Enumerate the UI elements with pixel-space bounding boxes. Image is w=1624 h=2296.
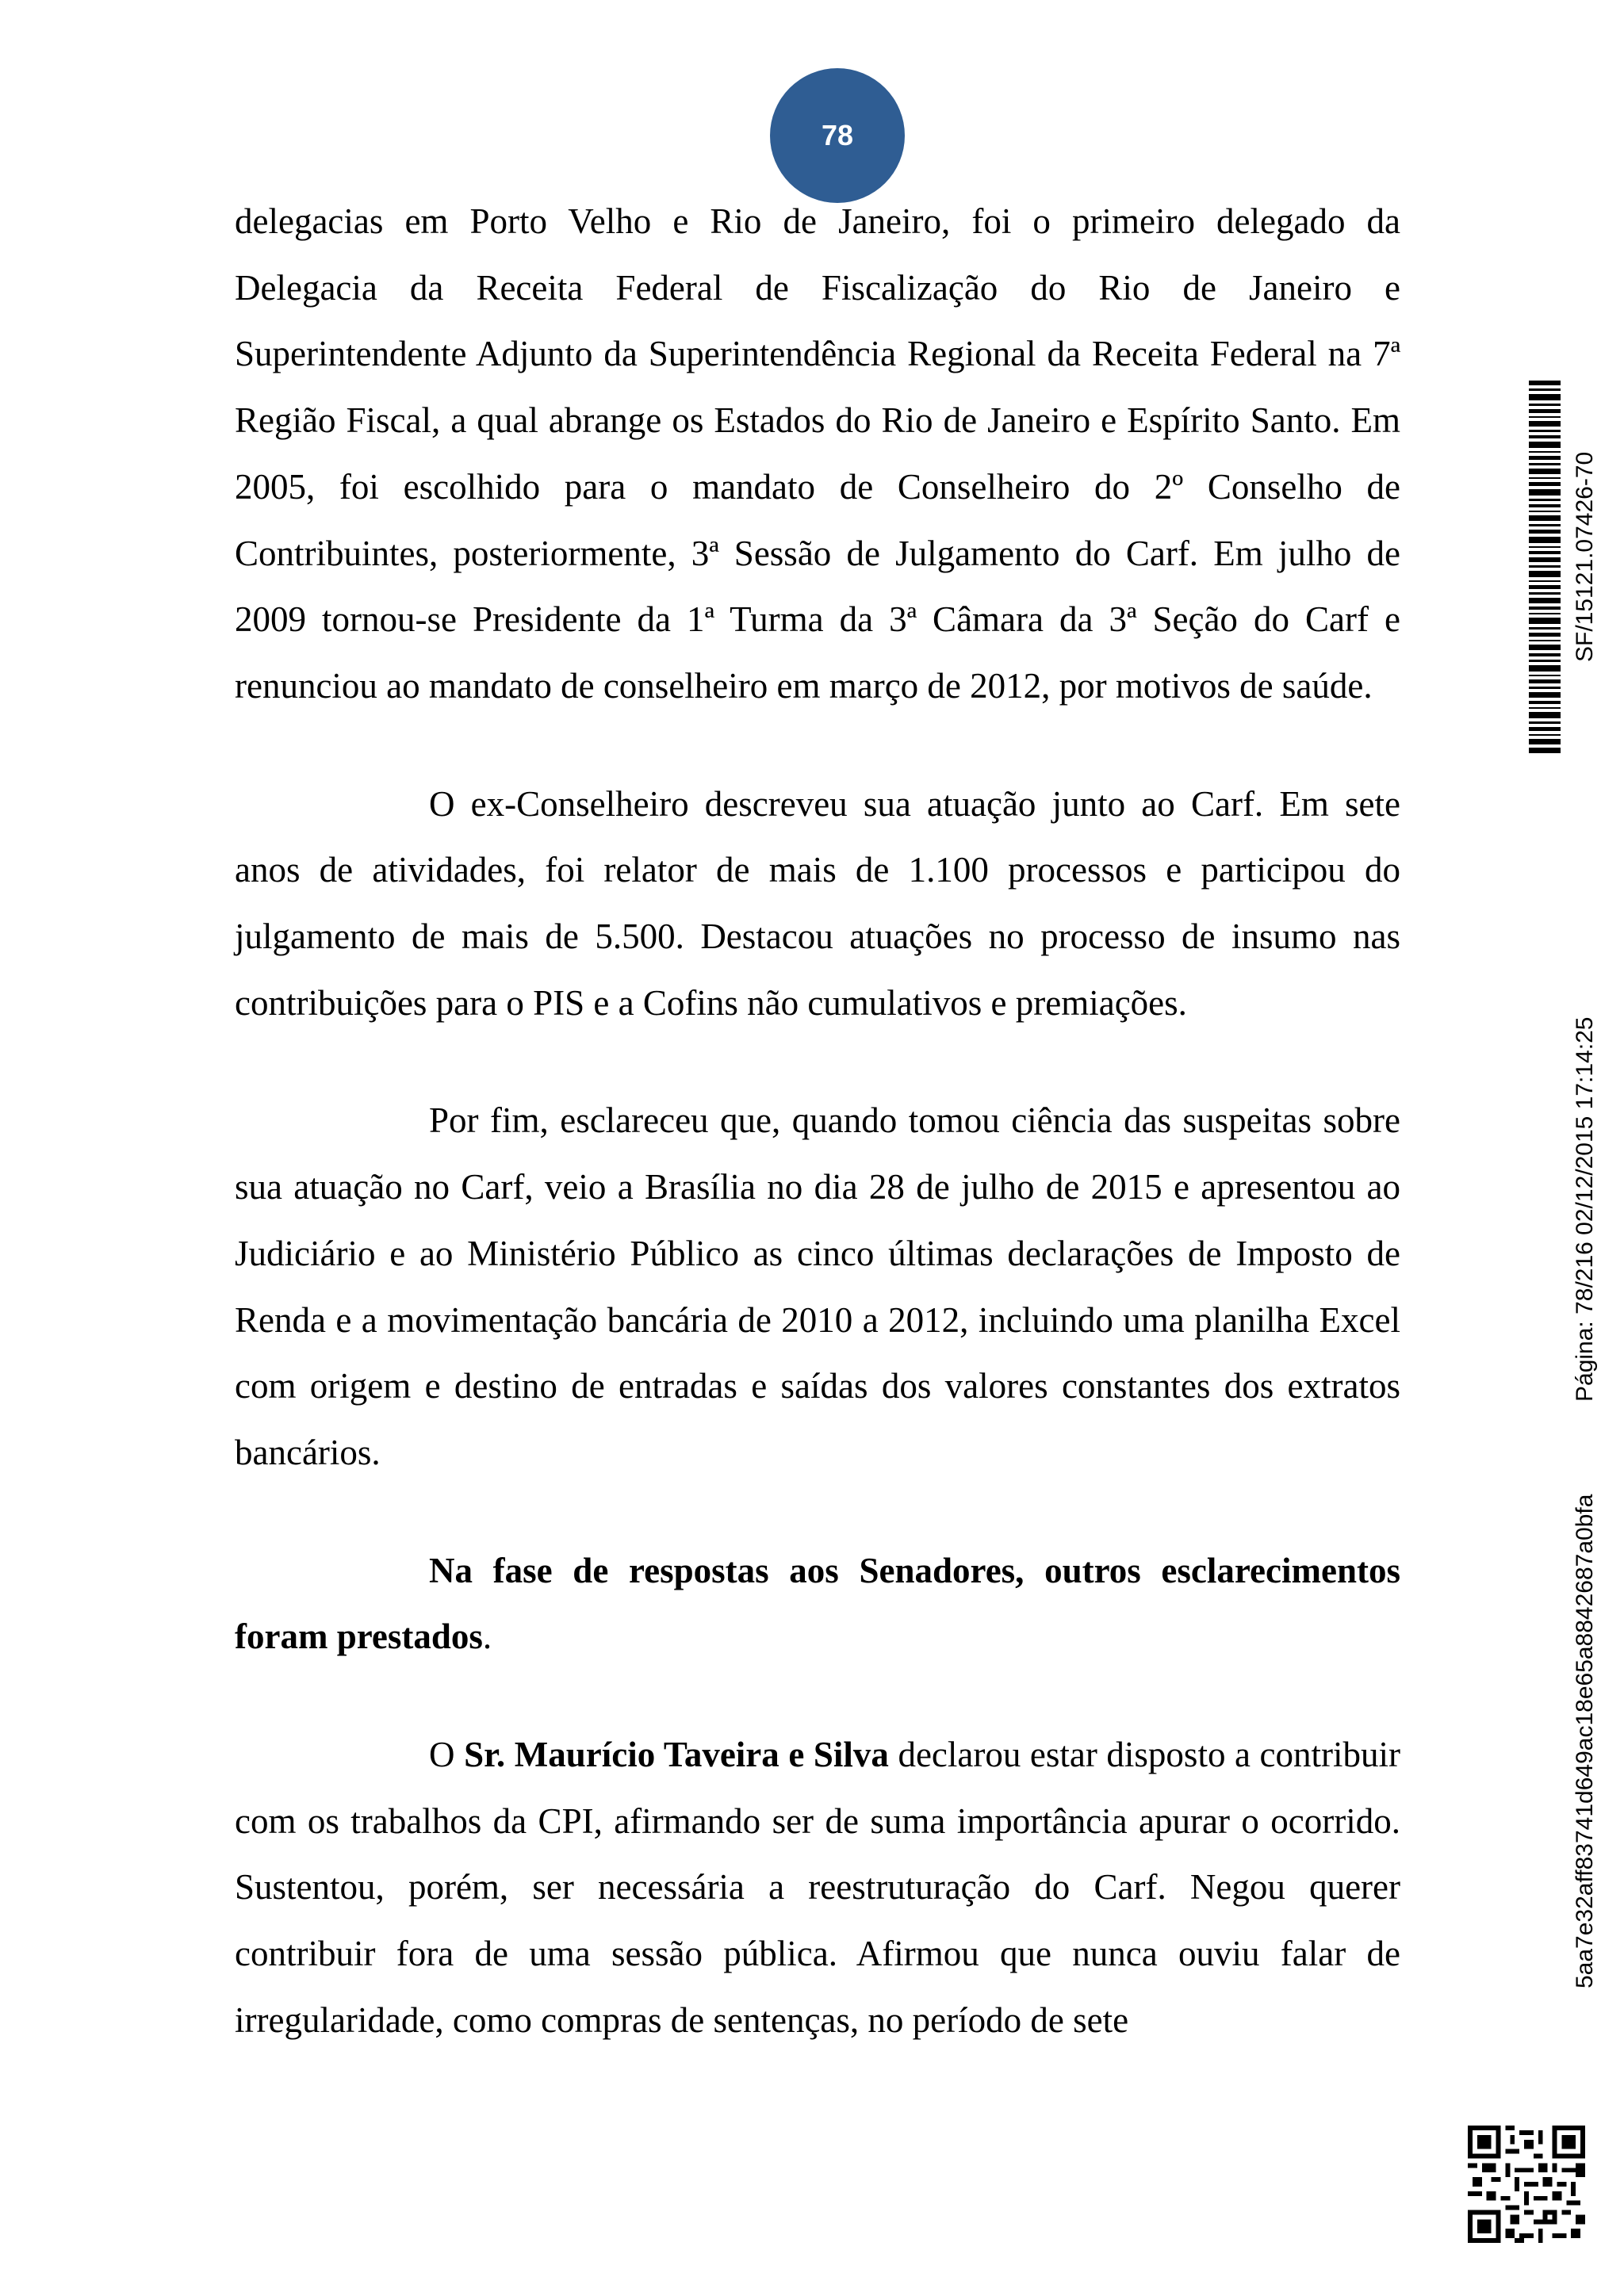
page-info-stamp: Página: 78/216 02/12/2015 17:14:25	[1572, 1016, 1598, 1402]
senators-phase-tail: .	[482, 1617, 492, 1657]
senators-phase-bold: Na fase de respostas aos Senadores, outros esclarecimentos foram prestados	[235, 1550, 1400, 1657]
document-body	[235, 189, 1400, 2054]
paragraph-senators-phase	[235, 1538, 1400, 1670]
taveira-name: Sr. Maurício Taveira e Silva	[464, 1735, 889, 1775]
taveira-lead: O	[429, 1735, 465, 1775]
qr-code-icon	[1468, 2126, 1585, 2243]
document-code-stamp: SF/15121.07426-70	[1572, 451, 1598, 662]
page-number: 78	[821, 119, 854, 151]
paragraph-taveira	[235, 1722, 1400, 2054]
taveira-rest: declarou estar disposto a contribuir com os trabalhos da CPI, afirmando ser de suma importância apurar o ocorrido. Sustentou, porém, ser necessária a reestruturação do Carf. Negou querer contribuir fora de uma sessão pública. Afirmou que nunca ouviu falar de irregularidade, como compras de sentenças, no período de sete	[235, 1735, 1400, 2040]
hash-stamp: 5aa7e32aff83741d649ac18e65a8842687a0bfa	[1572, 1494, 1598, 1988]
page-number-badge	[770, 68, 905, 203]
barcode-icon	[1529, 381, 1561, 753]
paragraph-carf-activity: O ex-Conselheiro descreveu sua atuação junto ao Carf. Em sete anos de atividades, foi relator de mais de 1.100 processos e participou do julgamento de mais de 5.500. Destacou atuações no processo de insumo nas contribuições para o PIS e a Cofins não cumulativos e premiações.	[235, 783, 1400, 1023]
paragraph-career: delegacias em Porto Velho e Rio de Janeiro, foi o primeiro delegado da Delegacia da Receita Federal de Fiscalização do Rio de Janeiro e Superintendente Adjunto da Superintendência Regional da Receita Federal na 7ª Região Fiscal, a qual abrange os Estados do Rio de Janeiro e Espírito Santo. Em 2005, foi escolhido para o mandato de Conselheiro do 2º Conselho de Contribuintes, posteriormente, 3ª Sessão de Julgamento do Carf. Em julho de 2009 tornou-se Presidente da 1ª Turma da 3ª Câmara da 3ª Seção do Carf e renunciou ao mandato de conselheiro em março de 2012, por motivos de saúde.	[235, 201, 1400, 706]
paragraph-clarification: Por fim, esclareceu que, quando tomou ciência das suspeitas sobre sua atuação no Carf, veio a Brasília no dia 28 de julho de 2015 e apresentou ao Judiciário e ao Ministério Público as cinco últimas declarações de Imposto de Renda e a movimentação bancária de 2010 a 2012, incluindo uma planilha Excel com origem e destino de entradas e saídas dos valores constantes dos extratos bancários.	[235, 1100, 1400, 1472]
